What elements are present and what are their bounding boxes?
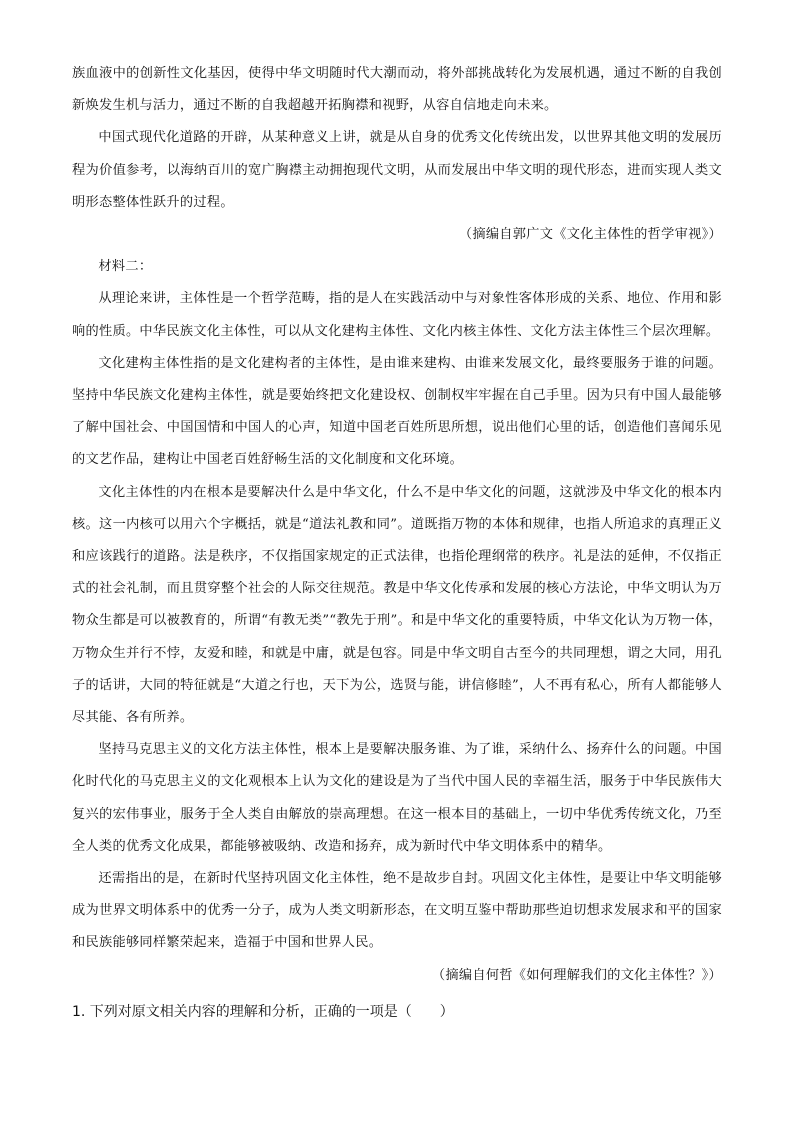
- source-citation-2: （摘编自何哲《如何理解我们的文化主体性？》）: [431, 967, 722, 983]
- paragraph-construction: 文化建构主体性指的是文化建构者的主体性，是由谁来建构、由谁来发展文化，最终要服务于谁的问题。坚持中华民族文化建构主体性，就是要始终把文化建设权、创制权牢牢握在自己手里。因为只有中国人最能够了解中国社会、中国国情和中国人的心声，知道中国老百姓所思所想，说出他们心里的话，创造他们喜闻乐见的文艺作品，建构让中国老百姓舒畅生活的文化制度和文化环境。: [72, 355, 722, 468]
- source-citation-1: （摘编自郭广文《文化主体性的哲学审视》）: [458, 227, 722, 243]
- paragraph-modernization: 中国式现代化道路的开辟，从某种意义上讲，就是从自身的优秀文化传统出发，以世界其他文明的发展历程为价值参考，以海纳百川的宽广胸襟主动拥抱现代文明，从而发展出中华文明的现代形态，进而实现人类文明形态整体性跃升的过程。: [72, 130, 722, 210]
- paragraph-continuation: 族血液中的创新性文化基因，使得中华文明随时代大潮而动，将外部挑战转化为发展机遇，通过不断的自我创新焕发生机与活力，通过不断的自我超越开拓胸襟和视野，从容自信地走向未来。: [72, 66, 722, 114]
- question-1-stem: 1. 下列对原文相关内容的理解和分析，正确的一项是（ ）: [72, 1004, 454, 1020]
- paragraph-conclusion: 还需指出的是，在新时代坚持巩固文化主体性，绝不是故步自封。巩固文化主体性，是要让中华文明能够成为世界文明体系中的优秀一分子，成为人类文明新形态，在文明互鉴中帮助那些迫切想求发展求和平的国家和民族能够同样繁荣起来，造福于中国和世界人民。: [72, 871, 722, 951]
- paragraph-method: 坚持马克思主义的文化方法主体性，根本上是要解决服务谁、为了谁，采纳什么、扬弃什么的问题。中国化时代化的马克思主义的文化观根本上认为文化的建设是为了当代中国人民的幸福生活，服务于中华民族伟大复兴的宏伟事业，服务于全人类自由解放的崇高理想。在这一根本目的基础上，一切中华优秀传统文化，乃至全人类的优秀文化成果，都能够被吸纳、改造和扬弃，成为新时代中华文明体系中的精华。: [72, 742, 722, 854]
- paragraph-theory: 从理论来讲，主体性是一个哲学范畴，指的是人在实践活动中与对象性客体形成的关系、地位、作用和影响的性质。中华民族文化主体性，可以从文化建构主体性、文化内核主体性、文化方法主体性三个层次理解。: [72, 291, 722, 339]
- material-text: [72, 58, 722, 992]
- material-two-label: 材料二：: [98, 259, 153, 275]
- paragraph-core: 文化主体性的内在根本是要解决什么是中华文化，什么不是中华文化的问题，这就涉及中华文化的根本内核。这一内核可以用六个字概括，就是“道法礼教和同”。道既指万物的本体和规律，也指人所追求的真理正义和应该践行的道路。法是秩序，不仅指国家规定的正式法律，也指伦理纲常的秩序。礼是法的延伸，不仅指正式的社会礼制，而且贯穿整个社会的人际交往规范。教是中华文化传承和发展的核心方法论，中华文明认为万物众生都是可以被教育的，所谓“有教无类”“教先于刑”。和是中华文化的重要特质，中华文化认为万物一体，万物众生并行不悖，友爱和睦，和就是中庸，就是包容。同是中华文明自古至今的共同理想，谓之大同，用孔子的话讲，大同的特征就是“大道之行也，天下为公，选贤与能，讲信修睦”，人不再有私心，所有人都能够人尽其能、各有所养。: [72, 484, 722, 726]
